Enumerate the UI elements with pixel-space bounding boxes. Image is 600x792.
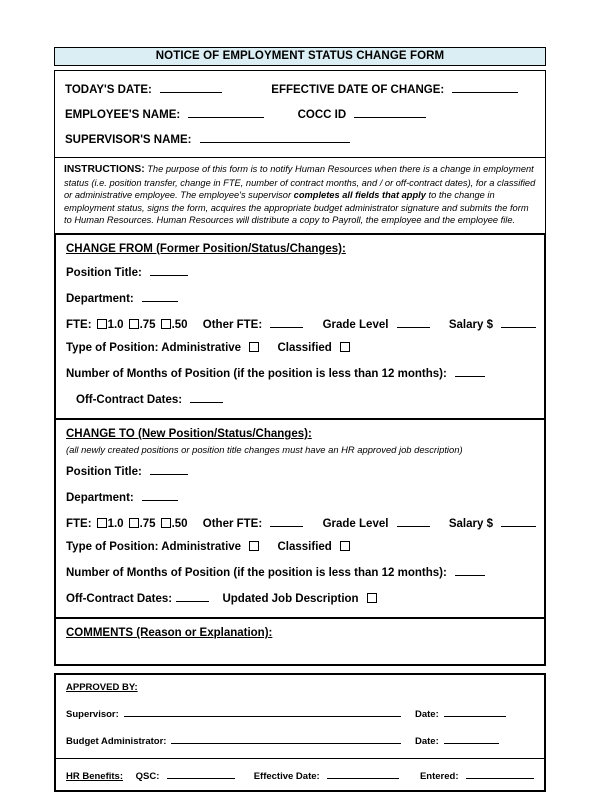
form-title: NOTICE OF EMPLOYMENT STATUS CHANGE FORM [155,50,445,62]
ct-months-field[interactable] [455,564,485,576]
ct-position-title-field[interactable] [150,463,188,475]
supervisor-name-field[interactable] [200,131,350,143]
cf-type-row [66,342,534,354]
qsc-label: QSC: [135,770,160,782]
cf-grade-level-field[interactable] [397,316,430,328]
budget-administrator-date-label: Date: [415,735,439,747]
cf-off-contract-row [66,391,534,406]
ct-months-row [66,564,534,579]
employee-name-field[interactable] [188,106,264,118]
budget-administrator-signature-field[interactable] [171,732,401,744]
approved-by-section [54,673,546,792]
cf-type-of-position-label: Type of Position: Administrative [66,341,242,354]
budget-administrator-label: Budget Administrator: [66,735,167,747]
ct-off-contract-field[interactable] [176,590,209,602]
cf-classified-checkbox[interactable] [340,342,350,352]
supervisor-date-label: Date: [415,708,439,720]
form-title-bar [54,47,546,66]
ct-months-label: Number of Months of Position (if the position is less than 12 months): [66,566,447,579]
ct-salary-label: Salary $ [448,517,493,530]
supervisor-label: Supervisor: [66,708,119,720]
header-row-dates [65,81,535,96]
ct-off-contract-row [66,590,534,605]
budget-administrator-date-field[interactable] [444,732,499,744]
change-sections [54,233,546,666]
comments-field[interactable] [66,639,534,663]
cf-position-title-row [66,264,534,279]
cf-salary-label: Salary $ [448,318,493,331]
cf-position-title-field[interactable] [150,264,188,276]
ct-classified-checkbox[interactable] [340,541,350,551]
cf-months-label: Number of Months of Position (if the position is less than 12 months): [66,367,447,380]
employment-status-change-form [54,0,546,792]
instructions-label: INSTRUCTIONS: [64,164,145,175]
cf-classified-label: Classified [277,341,332,354]
comments-section [56,617,544,664]
ct-fte-50-option-label: .50 [171,517,188,530]
cf-department-row [66,290,534,305]
comments-heading: COMMENTS (Reason or Explanation): [66,626,273,639]
cf-fte-50-checkbox[interactable] [161,319,171,329]
cf-off-contract-label: Off-Contract Dates: [76,393,183,406]
hr-effective-date-field[interactable] [327,767,399,779]
hr-benefits-row [56,758,544,782]
budget-administrator-signature-line [66,732,401,747]
cf-months-row [66,365,534,380]
ct-classified-label: Classified [277,540,332,553]
change-to-note: (all newly created positions or position title changes must have an HR approved job description) [66,443,463,455]
cf-administrative-checkbox[interactable] [249,342,259,352]
ct-department-row [66,489,534,504]
cf-fte-50-option-label: .50 [171,318,188,331]
ct-other-fte-label: Other FTE: [202,517,263,530]
approved-by-heading: APPROVED BY: [66,681,138,693]
ct-administrative-checkbox[interactable] [249,541,259,551]
ct-off-contract-label: Off-Contract Dates: [66,592,173,605]
instructions-section [54,157,546,234]
ct-type-row [66,541,534,553]
todays-date-label: TODAY'S DATE: [65,84,152,96]
cf-fte-10-checkbox[interactable] [97,319,107,329]
cf-department-label: Department: [66,292,134,305]
cf-months-field[interactable] [455,365,485,377]
hr-benefits-label: HR Benefits: [66,770,124,782]
header-row-supervisor [65,131,535,146]
cf-position-title-label: Position Title: [66,266,142,279]
instructions-text-2: to the change in employment status, signs the form, acquires the appropriate budget administrator signature and submits the form to Human Resources. Human Resources will distribute a copy to Payroll, the employee and the employee file. [64,190,529,226]
ct-updated-job-description-checkbox[interactable] [367,593,377,603]
ct-fte-50-checkbox[interactable] [161,518,171,528]
cf-fte-10-option-label: 1.0 [107,318,124,331]
cf-other-fte-label: Other FTE: [202,318,263,331]
header-row-employee [65,106,535,121]
qsc-field[interactable] [167,767,235,779]
hr-effective-date-label: Effective Date: [253,770,320,782]
ct-fte-10-checkbox[interactable] [97,518,107,528]
entered-label: Entered: [419,770,459,782]
supervisor-signature-line [66,705,401,720]
ct-position-title-row [66,463,534,478]
supervisor-signature-row [66,705,534,720]
ct-fte-75-checkbox[interactable] [129,518,139,528]
header-section [54,70,546,158]
ct-department-field[interactable] [142,489,178,501]
effective-date-label: EFFECTIVE DATE OF CHANGE: [271,84,445,96]
supervisor-name-label: SUPERVISOR'S NAME: [65,134,192,146]
supervisor-signature-field[interactable] [124,705,401,717]
cocc-id-label: COCC ID [297,109,347,121]
cf-fte-75-option-label: .75 [139,318,156,331]
change-from-heading: CHANGE FROM (Former Position/Status/Changes): [66,242,346,255]
ct-fte-75-option-label: .75 [139,517,156,530]
cocc-id-field[interactable] [354,106,426,118]
entered-field[interactable] [466,767,534,779]
employee-name-label: EMPLOYEE'S NAME: [65,109,181,121]
ct-department-label: Department: [66,491,134,504]
instructions-bold-text: completes all fields that apply [293,190,426,201]
change-to-heading: CHANGE TO (New Position/Status/Changes): [66,427,312,440]
cf-fte-label: FTE: [66,318,92,331]
ct-fte-row [66,515,534,530]
cf-department-field[interactable] [142,290,178,302]
cf-fte-row [66,316,534,331]
ct-fte-10-option-label: 1.0 [107,517,124,530]
todays-date-field[interactable] [160,81,222,93]
ct-salary-field[interactable] [501,515,536,527]
cf-salary-field[interactable] [501,316,536,328]
instructions-text-1: The purpose of this form is to notify Human Resources when there is a change in employment status (i.e. position transfer, change in FTE, number of contract months, and / or off-contract dates), for a classified or administrative employee. The employee's supervisor [64,164,536,201]
effective-date-field[interactable] [452,81,518,93]
change-to-section [56,418,544,617]
budget-administrator-signature-row [66,732,534,747]
ct-grade-level-label: Grade Level [322,517,389,530]
cf-fte-75-checkbox[interactable] [129,319,139,329]
ct-fte-label: FTE: [66,517,92,530]
ct-updated-job-description-label: Updated Job Description [222,592,359,605]
ct-position-title-label: Position Title: [66,465,142,478]
supervisor-date-field[interactable] [444,705,506,717]
cf-off-contract-field[interactable] [190,391,223,403]
ct-other-fte-field[interactable] [270,515,303,527]
ct-grade-level-field[interactable] [397,515,430,527]
cf-grade-level-label: Grade Level [322,318,389,331]
change-from-section [56,235,544,418]
cf-other-fte-field[interactable] [270,316,303,328]
ct-type-of-position-label: Type of Position: Administrative [66,540,242,553]
